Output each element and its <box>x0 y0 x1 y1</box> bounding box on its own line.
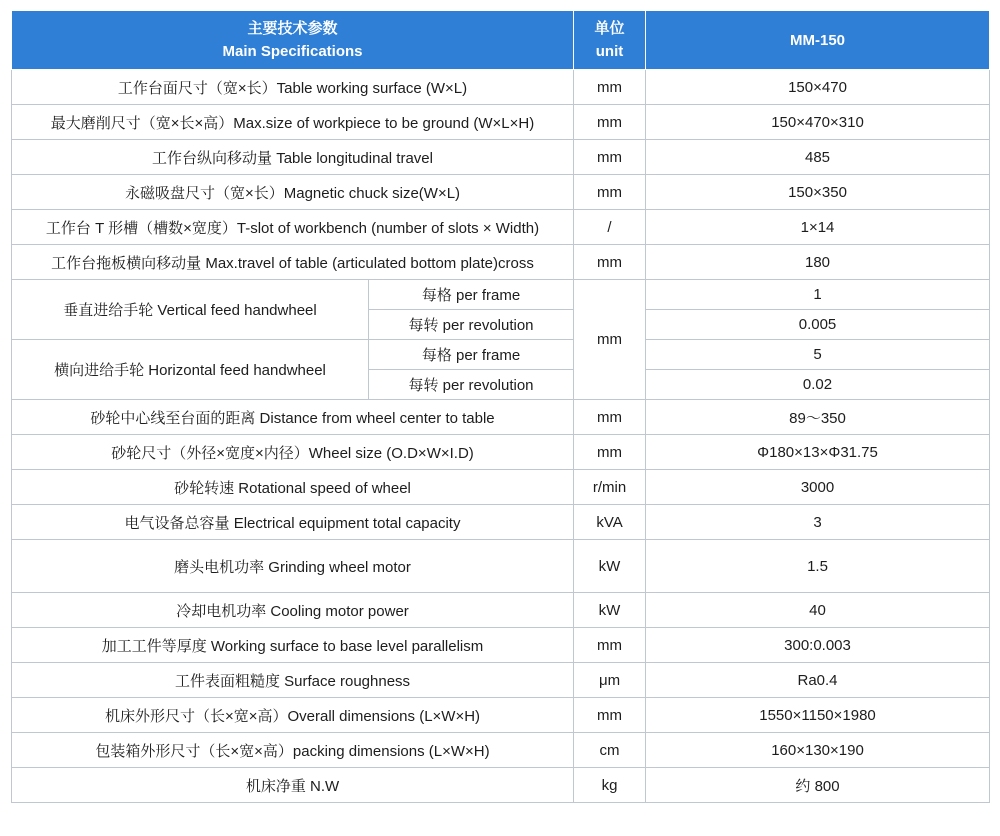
row-value: Φ180×13×Φ31.75 <box>646 435 990 470</box>
specifications-table <box>11 10 990 803</box>
row-value: 89～350 <box>646 400 990 435</box>
row-value: 180 <box>646 245 990 280</box>
row-value: 300:0.003 <box>646 628 990 663</box>
row-unit: mm <box>574 105 646 140</box>
row-unit: mm <box>574 70 646 105</box>
header-parameter-cn: 主要技术参数 <box>247 20 338 37</box>
header-parameter <box>12 11 574 70</box>
row-value: 0.005 <box>646 310 990 340</box>
sub-param-label: 每格 per frame <box>369 340 574 370</box>
table-row <box>12 105 990 140</box>
row-value: 1550×1150×1980 <box>646 698 990 733</box>
row-param: 工件表面粗糙度 Surface roughness <box>12 663 574 698</box>
handwheel-unit: mm <box>574 280 646 400</box>
row-value: 485 <box>646 140 990 175</box>
table-row <box>12 505 990 540</box>
header-parameter-en: Main Specifications <box>222 43 363 60</box>
row-unit: kW <box>574 540 646 593</box>
row-unit: mm <box>574 400 646 435</box>
row-unit: mm <box>574 140 646 175</box>
row-param: 工作台纵向移动量 Table longitudinal travel <box>12 140 574 175</box>
row-unit: mm <box>574 435 646 470</box>
row-unit: μm <box>574 663 646 698</box>
row-value: 150×470 <box>646 70 990 105</box>
row-unit: mm <box>574 628 646 663</box>
header-unit-en: unit <box>595 43 624 60</box>
row-value: 3 <box>646 505 990 540</box>
row-unit: / <box>574 210 646 245</box>
vertical-handwheel-label: 垂直进给手轮 Vertical feed handwheel <box>12 280 369 340</box>
row-param: 冷却电机功率 Cooling motor power <box>12 593 574 628</box>
row-value: 150×350 <box>646 175 990 210</box>
row-param: 加工工件等厚度 Working surface to base level parallelism <box>12 628 574 663</box>
row-value: 0.02 <box>646 370 990 400</box>
row-unit: mm <box>574 175 646 210</box>
table-row <box>12 70 990 105</box>
table-row <box>12 698 990 733</box>
sub-param-label: 每转 per revolution <box>369 310 574 340</box>
row-value: 1 <box>646 280 990 310</box>
sub-param-label: 每格 per frame <box>369 280 574 310</box>
row-value: 150×470×310 <box>646 105 990 140</box>
row-value: 5 <box>646 340 990 370</box>
table-row <box>12 210 990 245</box>
table-row <box>12 768 990 803</box>
table-row <box>12 628 990 663</box>
table-row <box>12 245 990 280</box>
table-row <box>12 175 990 210</box>
row-param: 工作台 T 形槽（槽数×宽度）T-slot of workbench (number of slots × Width) <box>12 210 574 245</box>
horizontal-handwheel-label: 横向进给手轮 Horizontal feed handwheel <box>12 340 369 400</box>
table-row <box>12 435 990 470</box>
row-value: 1×14 <box>646 210 990 245</box>
row-unit: kVA <box>574 505 646 540</box>
row-param: 机床外形尺寸（长×宽×高）Overall dimensions (L×W×H) <box>12 698 574 733</box>
row-param: 永磁吸盘尺寸（宽×长）Magnetic chuck size(W×L) <box>12 175 574 210</box>
row-value: 约 800 <box>646 768 990 803</box>
table-row <box>12 140 990 175</box>
table-header-row <box>12 11 990 70</box>
row-unit: r/min <box>574 470 646 505</box>
row-param: 最大磨削尺寸（宽×长×高）Max.size of workpiece to be ground (W×L×H) <box>12 105 574 140</box>
spec-table-container <box>11 10 989 803</box>
row-param: 电气设备总容量 Electrical equipment total capacity <box>12 505 574 540</box>
row-value: Ra0.4 <box>646 663 990 698</box>
table-row <box>12 593 990 628</box>
row-value: 40 <box>646 593 990 628</box>
row-param: 工作台拖板横向移动量 Max.travel of table (articulated bottom plate)cross <box>12 245 574 280</box>
header-unit-cn: 单位 <box>594 20 625 37</box>
table-row <box>12 540 990 593</box>
row-unit: cm <box>574 733 646 768</box>
row-param: 砂轮转速 Rotational speed of wheel <box>12 470 574 505</box>
row-param: 磨头电机功率 Grinding wheel motor <box>12 540 574 593</box>
row-unit: kg <box>574 768 646 803</box>
sub-param-label: 每转 per revolution <box>369 370 574 400</box>
row-param: 砂轮尺寸（外径×宽度×内径）Wheel size (O.D×W×I.D) <box>12 435 574 470</box>
row-param: 工作台面尺寸（宽×长）Table working surface (W×L) <box>12 70 574 105</box>
row-param: 机床净重 N.W <box>12 768 574 803</box>
row-param: 包装箱外形尺寸（长×宽×高）packing dimensions (L×W×H) <box>12 733 574 768</box>
row-unit: kW <box>574 593 646 628</box>
header-unit <box>574 11 646 70</box>
header-model: MM-150 <box>646 11 990 70</box>
table-row <box>12 733 990 768</box>
table-row <box>12 400 990 435</box>
row-unit: mm <box>574 698 646 733</box>
table-row <box>12 663 990 698</box>
row-value: 1.5 <box>646 540 990 593</box>
row-value: 3000 <box>646 470 990 505</box>
table-row <box>12 470 990 505</box>
table-row-handwheel <box>12 280 990 310</box>
row-value: 160×130×190 <box>646 733 990 768</box>
row-unit: mm <box>574 245 646 280</box>
table-row-handwheel <box>12 340 990 370</box>
row-param: 砂轮中心线至台面的距离 Distance from wheel center to table <box>12 400 574 435</box>
